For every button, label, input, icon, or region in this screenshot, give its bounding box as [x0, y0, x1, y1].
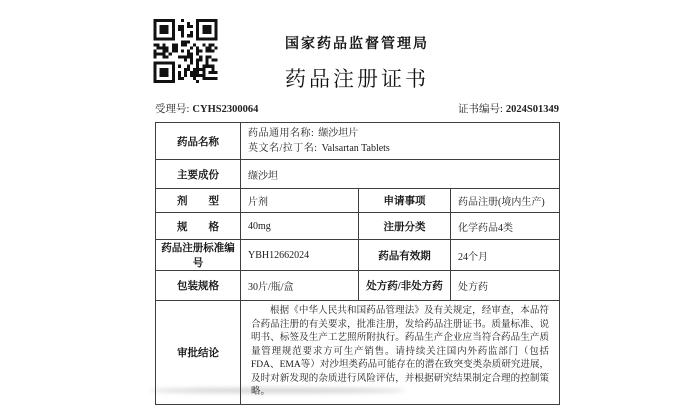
main-ingredient-label: 主要成份 — [156, 160, 241, 189]
approval-conclusion-label: 审批结论 — [156, 301, 241, 405]
main-ingredient-value: 缬沙坦 — [241, 160, 560, 189]
standard-number-value: YBH12662024 — [241, 240, 359, 271]
certificate-number-label: 证书编号: — [457, 104, 503, 115]
table-row — [156, 189, 560, 213]
dosage-form-label: 剂 型 — [156, 189, 241, 213]
registration-category-label: 注册分类 — [359, 213, 451, 240]
registration-category-value: 化学药品4类 — [451, 213, 560, 240]
specification-value: 40mg — [241, 213, 359, 240]
certificate-number-value: 2024S01349 — [505, 104, 559, 115]
english-name-line — [248, 141, 552, 156]
table-row — [156, 271, 560, 301]
validity-value: 24个月 — [451, 240, 560, 271]
authority-name: 国家药品监督管理局 — [285, 35, 429, 51]
acceptance-number-label: 受理号: — [155, 104, 190, 115]
english-name-value: Valsartan Tablets — [321, 143, 390, 154]
package-spec-label: 包装规格 — [156, 271, 241, 301]
table-row — [156, 160, 560, 189]
generic-name-line — [248, 126, 552, 141]
generic-name-label: 药品通用名称: — [248, 128, 315, 139]
certificate-table — [155, 122, 560, 405]
certificate-header — [155, 33, 559, 93]
acceptance-number — [155, 101, 258, 116]
dosage-form-value: 片剂 — [241, 189, 359, 213]
application-item-label: 申请事项 — [359, 189, 451, 213]
english-name-label: 英文名/拉丁名: — [248, 143, 318, 154]
standard-number-label: 药品注册标准编号 — [156, 240, 241, 271]
table-row — [156, 123, 560, 160]
rx-otc-value: 处方药 — [451, 271, 560, 301]
generic-name-value: 缬沙坦片 — [318, 128, 359, 139]
table-row — [156, 213, 560, 240]
meta-row — [155, 101, 559, 116]
drug-name-label: 药品名称 — [156, 123, 241, 160]
approval-conclusion-text: 根据《中华人民共和国药品管理法》及有关规定，经审查，本品符合药品注册的有关要求，批准注册，发给药品注册证书。质量标准、说明书、标签及生产工艺照所附执行。药品生产企业应当符合药品生产质量管理规范要求方可生产销售。请持续关注国内外药监部门（包括FDA、EMA等）对沙坦类药品可能存在的潜在致突变类杂质研究进展，及时对新发现的杂质进行风险评估，并根据研究结果制定合理的控制策略。 — [251, 306, 550, 397]
package-spec-value: 30片/瓶/盒 — [241, 271, 359, 301]
acceptance-number-value: CYHS2300064 — [192, 104, 259, 115]
certificate-number — [458, 101, 559, 116]
validity-label: 药品有效期 — [359, 240, 451, 271]
scan-shadow — [150, 388, 405, 393]
drug-name-value — [241, 123, 560, 160]
application-item-value: 药品注册(境内生产) — [451, 189, 560, 213]
certificate-title: 药品注册证书 — [285, 67, 429, 91]
rx-otc-label: 处方药/非处方药 — [359, 271, 451, 301]
specification-label: 规 格 — [156, 213, 241, 240]
table-row — [156, 240, 560, 271]
